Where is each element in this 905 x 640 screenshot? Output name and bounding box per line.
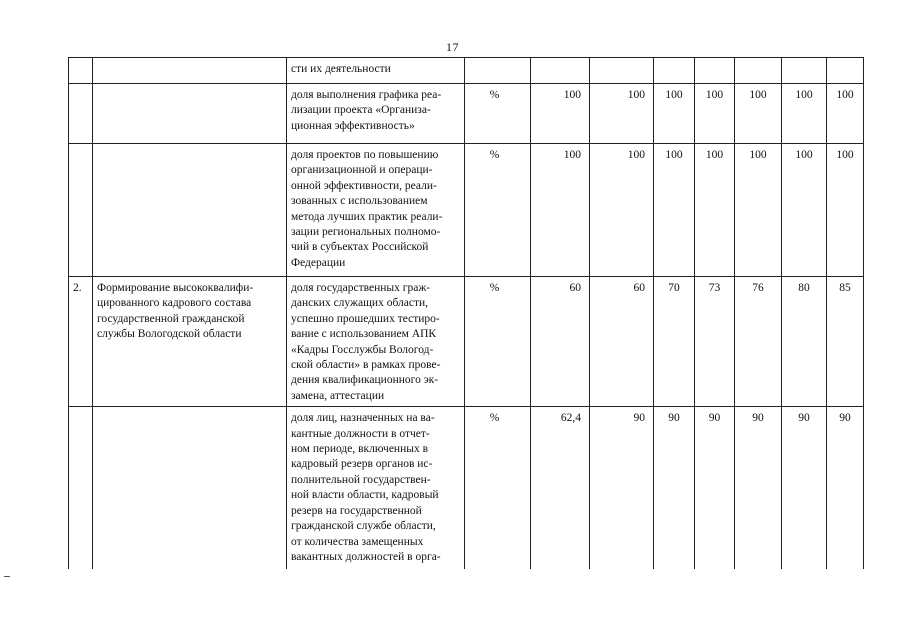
row-number-cell bbox=[69, 84, 93, 144]
value-cell: 100 bbox=[531, 84, 590, 144]
value-cell: 100 bbox=[735, 144, 782, 277]
value-cell: 90 bbox=[827, 407, 864, 569]
indicator-cell: доля выполнения графика реа- лизации проекта «Организа- ционная эффективность» bbox=[287, 84, 465, 144]
value-cell bbox=[590, 58, 654, 84]
value-cell: 100 bbox=[827, 144, 864, 277]
indicators-table bbox=[68, 57, 864, 569]
indicator-cell: доля проектов по повышению организационной и операци- онной эффективности, реали- зованных с использованием метода лучших практик реали- зации региональных полномо- чий в субъектах Российской Федерации bbox=[287, 144, 465, 277]
row-number-cell bbox=[69, 58, 93, 84]
unit-cell: % bbox=[465, 407, 531, 569]
value-cell: 100 bbox=[782, 144, 827, 277]
indicator-cell: доля государственных граж- данских служащих области, успешно прошедших тестиро- вание с использованием АПК «Кадры Госслужбы Вологод- ской области» в рамках прове- дения квалификационного эк- замена, аттестации bbox=[287, 277, 465, 407]
value-cell: 100 bbox=[735, 84, 782, 144]
value-cell: 90 bbox=[735, 407, 782, 569]
goal-cell bbox=[93, 407, 287, 569]
value-cell: 100 bbox=[654, 144, 695, 277]
value-cell: 70 bbox=[654, 277, 695, 407]
unit-cell: % bbox=[465, 277, 531, 407]
value-cell bbox=[827, 58, 864, 84]
row-number-cell bbox=[69, 407, 93, 569]
value-cell: 76 bbox=[735, 277, 782, 407]
margin-mark bbox=[4, 576, 10, 577]
table-row bbox=[69, 277, 864, 407]
value-cell: 90 bbox=[782, 407, 827, 569]
value-cell bbox=[531, 58, 590, 84]
value-cell: 90 bbox=[695, 407, 735, 569]
row-number-cell bbox=[69, 144, 93, 277]
unit-cell: % bbox=[465, 84, 531, 144]
value-cell: 100 bbox=[695, 84, 735, 144]
value-cell: 100 bbox=[590, 144, 654, 277]
table-row bbox=[69, 144, 864, 277]
page-number: 17 bbox=[446, 40, 459, 54]
row-number-cell: 2. bbox=[69, 277, 93, 407]
goal-cell bbox=[93, 144, 287, 277]
goal-cell bbox=[93, 84, 287, 144]
indicator-cell: доля лиц, назначенных на ва- кантные должности в отчет- ном периоде, включенных в кадровый резерв органов ис- полнительной государствен- ной власти области, кадровый резерв на государственной гражданской службе области, от количества замещенных вакантных должностей в орга- bbox=[287, 407, 465, 569]
table-row bbox=[69, 407, 864, 569]
indicator-cell: сти их деятельности bbox=[287, 58, 465, 84]
goal-cell bbox=[93, 58, 287, 84]
value-cell: 90 bbox=[654, 407, 695, 569]
value-cell: 100 bbox=[590, 84, 654, 144]
value-cell: 85 bbox=[827, 277, 864, 407]
value-cell: 100 bbox=[782, 84, 827, 144]
goal-cell: Формирование высококвалифи- цированного кадрового состава государственной гражданской службы Вологодской области bbox=[93, 277, 287, 407]
value-cell bbox=[654, 58, 695, 84]
value-cell: 90 bbox=[590, 407, 654, 569]
value-cell: 100 bbox=[827, 84, 864, 144]
table-row bbox=[69, 58, 864, 84]
value-cell: 62,4 bbox=[531, 407, 590, 569]
value-cell bbox=[735, 58, 782, 84]
value-cell: 100 bbox=[695, 144, 735, 277]
unit-cell bbox=[465, 58, 531, 84]
unit-cell: % bbox=[465, 144, 531, 277]
value-cell: 73 bbox=[695, 277, 735, 407]
value-cell bbox=[695, 58, 735, 84]
value-cell: 100 bbox=[531, 144, 590, 277]
value-cell bbox=[782, 58, 827, 84]
value-cell: 80 bbox=[782, 277, 827, 407]
value-cell: 60 bbox=[590, 277, 654, 407]
value-cell: 100 bbox=[654, 84, 695, 144]
table-row bbox=[69, 84, 864, 144]
value-cell: 60 bbox=[531, 277, 590, 407]
